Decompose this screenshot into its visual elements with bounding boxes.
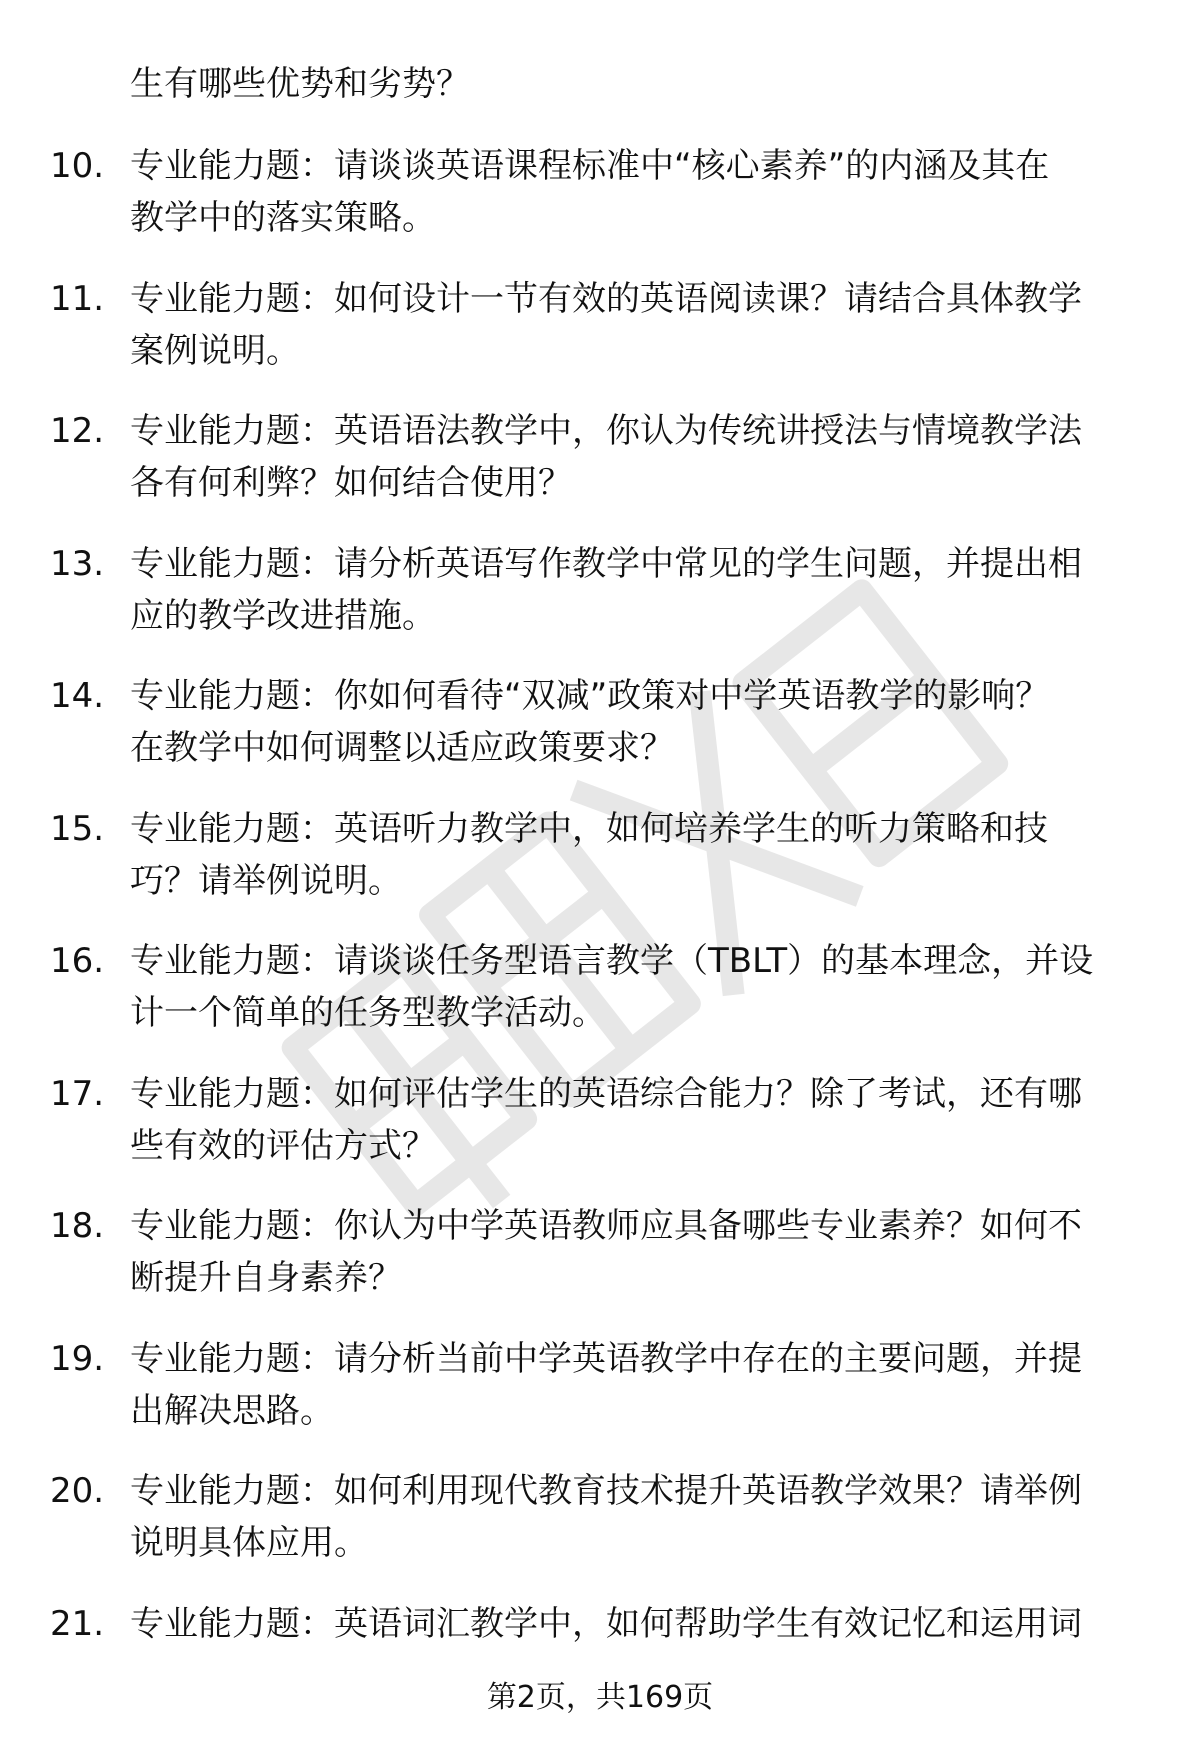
question-text-line: 教学中的落实策略。 — [130, 198, 436, 238]
list-item — [50, 140, 1160, 244]
question-number: 17. — [50, 1073, 105, 1114]
question-text-line: 专业能力题：如何利用现代教育技术提升英语教学效果？请举例 — [130, 1471, 1082, 1511]
question-list — [50, 140, 1160, 1678]
list-item — [50, 1465, 1160, 1569]
previous-question-continuation: 生有哪些优势和劣势？ — [130, 64, 470, 104]
question-text-line: 专业能力题：如何评估学生的英语综合能力？除了考试，还有哪 — [130, 1073, 1082, 1114]
question-number: 14. — [50, 676, 105, 716]
list-item — [50, 935, 1160, 1039]
question-text-line: 专业能力题：英语语法教学中，你认为传统讲授法与情境教学法 — [130, 411, 1082, 451]
question-text-line: 说明具体应用。 — [130, 1523, 368, 1563]
question-number: 19. — [50, 1338, 105, 1379]
question-text-line: 计一个简单的任务型教学活动。 — [130, 993, 606, 1033]
question-text-line: 专业能力题：你认为中学英语教师应具备哪些专业素养？如何不 — [130, 1206, 1082, 1246]
question-text-line: 专业能力题：请谈谈英语课程标准中“核心素养”的内涵及其在 — [130, 146, 1050, 186]
question-text-line: 些有效的评估方式？ — [130, 1125, 436, 1166]
question-number: 13. — [50, 543, 105, 584]
question-number: 11. — [50, 278, 105, 319]
list-item — [50, 670, 1160, 774]
list-item — [50, 538, 1160, 642]
question-text-line: 专业能力题：你如何看待“双减”政策对中学英语教学的影响？ — [130, 676, 1050, 716]
question-text-line: 各有何利弊？如何结合使用？ — [130, 463, 572, 503]
question-number: 20. — [50, 1471, 105, 1511]
list-item — [50, 273, 1160, 377]
question-number: 12. — [50, 411, 105, 451]
question-text-line: 专业能力题：如何设计一节有效的英语阅读课？请结合具体教学 — [130, 278, 1082, 319]
question-text-line: 专业能力题：请分析当前中学英语教学中存在的主要问题，并提 — [130, 1338, 1082, 1379]
question-text-line: 巧？请举例说明。 — [130, 860, 402, 901]
list-item — [50, 1333, 1160, 1437]
list-item — [50, 1598, 1160, 1650]
list-item — [50, 1068, 1160, 1172]
list-item — [50, 405, 1160, 509]
page-indicator: 第2页，共169页 — [486, 1680, 714, 1715]
question-text-line: 在教学中如何调整以适应政策要求？ — [130, 728, 674, 768]
list-item — [50, 803, 1160, 907]
question-number: 18. — [50, 1206, 105, 1246]
question-text-line: 专业能力题：请谈谈任务型语言教学（TBLT）的基本理念，并设 — [130, 941, 1094, 981]
question-text-line: 专业能力题：英语词汇教学中，如何帮助学生有效记忆和运用词 — [130, 1603, 1082, 1644]
question-text-line: 案例说明。 — [130, 330, 300, 371]
question-text-line: 应的教学改进措施。 — [130, 595, 436, 636]
question-number: 15. — [50, 808, 105, 849]
question-text-line: 断提升自身素养？ — [130, 1258, 402, 1298]
question-text-line: 专业能力题：英语听力教学中，如何培养学生的听力策略和技 — [130, 808, 1048, 849]
question-number: 10. — [50, 146, 105, 186]
question-text-line: 出解决思路。 — [130, 1390, 334, 1431]
list-item — [50, 1200, 1160, 1304]
question-number: 21. — [50, 1603, 105, 1644]
question-text-line: 专业能力题：请分析英语写作教学中常见的学生问题，并提出相 — [130, 543, 1082, 584]
question-number: 16. — [50, 941, 105, 981]
